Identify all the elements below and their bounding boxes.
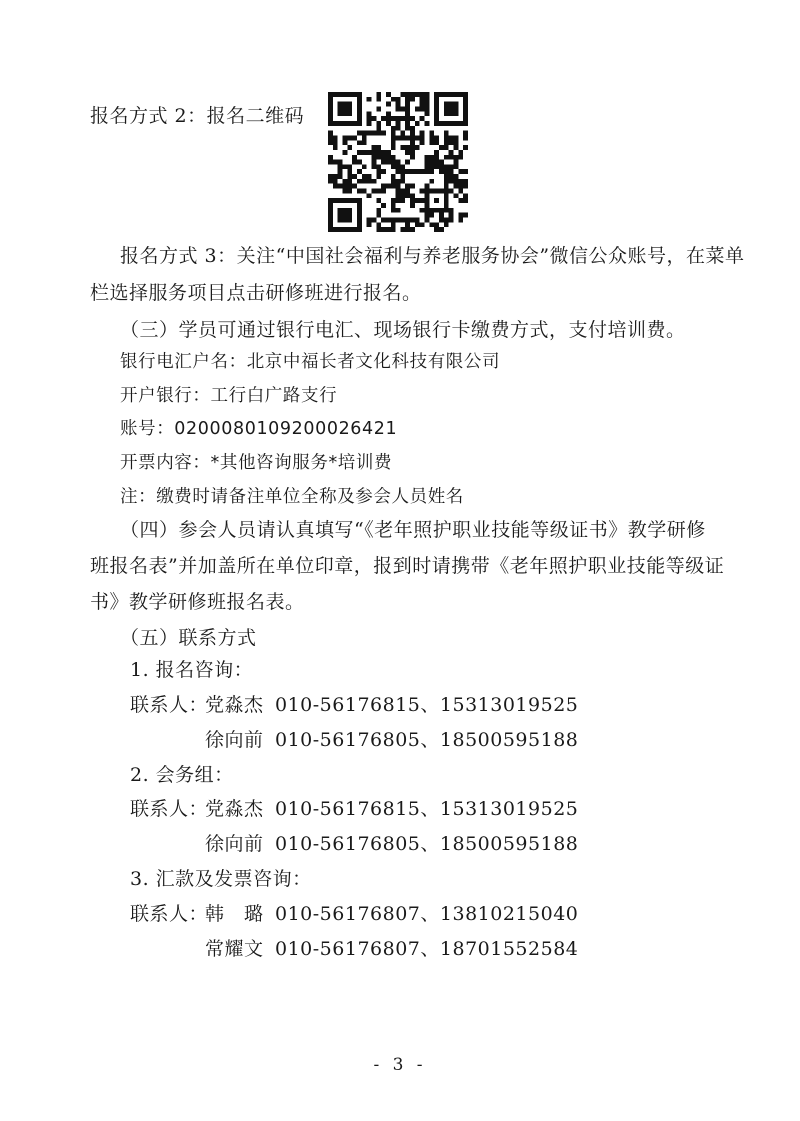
contact-phones: 010-56176807、13810215040 [275, 903, 579, 925]
contact-phones: 010-56176805、18500595188 [275, 833, 579, 855]
page-number: - 3 - [373, 1055, 427, 1075]
contact-label: 联系人： [130, 798, 209, 820]
contact-name: 徐向前 [205, 833, 264, 855]
contact-heading: （五）联系方式 [120, 627, 257, 649]
contact-name: 常耀文 [205, 938, 264, 960]
contact-name: 党淼杰 [205, 694, 264, 716]
opening-bank: 开户银行：工行白广路支行 [120, 386, 338, 406]
registration-method-3-line2: 栏选择服务项目点击研修班进行报名。 [90, 282, 422, 304]
invoice-content: 开票内容：*其他咨询服务*培训费 [120, 453, 393, 473]
contact-phones: 010-56176807、18701552584 [275, 938, 579, 960]
section4-line3: 书》教学研修班报名表。 [90, 591, 305, 613]
payment-note: 注：缴费时请备注单位全称及参会人员姓名 [120, 487, 464, 507]
registration-qr-code[interactable] [328, 92, 468, 232]
contact-name: 徐向前 [205, 729, 264, 751]
section4-line2: 班报名表”并加盖所在单位印章，报到时请携带《老年照护职业技能等级证 [90, 555, 725, 577]
contact-phones: 010-56176815、15313019525 [275, 694, 579, 716]
account-number: 账号：0200080109200026421 [120, 419, 398, 439]
contact-group-title: 3. 汇款及发票咨询： [130, 868, 312, 890]
contact-name: 韩 璐 [205, 903, 264, 925]
contact-label: 联系人： [130, 903, 209, 925]
section4-line1: （四）参会人员请认真填写“《老年照护职业技能等级证书》教学研修 [120, 519, 706, 541]
registration-method-2: 报名方式 2：报名二维码 [90, 105, 305, 127]
contact-phones: 010-56176805、18500595188 [275, 729, 579, 751]
contact-group-title: 2. 会务组： [130, 764, 234, 786]
bank-account-name: 银行电汇户名：北京中福长者文化科技有限公司 [120, 352, 501, 372]
contact-name: 党淼杰 [205, 798, 264, 820]
registration-method-3-line1: 报名方式 3：关注“中国社会福利与养老服务协会”微信公众账号，在菜单 [120, 245, 745, 267]
contact-group-title: 1. 报名咨询： [130, 659, 254, 681]
payment-heading: （三）学员可通过银行电汇、现场银行卡缴费方式，支付培训费。 [120, 319, 686, 341]
contact-phones: 010-56176815、15313019525 [275, 798, 579, 820]
contact-label: 联系人： [130, 694, 209, 716]
